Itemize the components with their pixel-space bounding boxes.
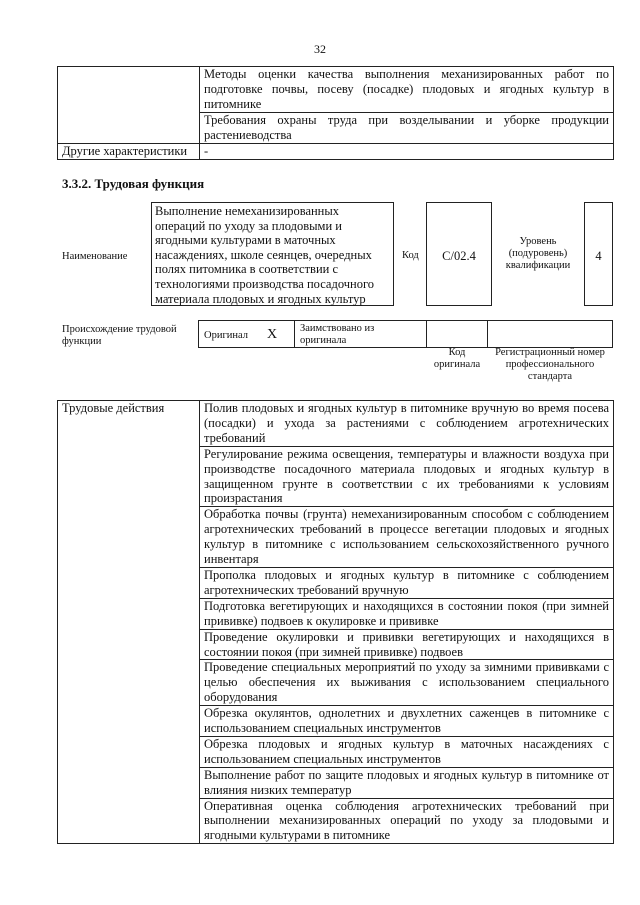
- table-row: Требования охраны труда при возделывании и уборке продукции растениеводства: [200, 113, 614, 144]
- level-label: Уровень (подуровень) квалификации: [505, 236, 571, 271]
- table-row: Методы оценки качества выполнения механизированных работ по подготовке почвы, посеву (посадке) плодовых и ягодных культур в питомнике: [200, 67, 614, 113]
- original-label: Оригинал: [204, 330, 248, 341]
- code-box: [426, 202, 492, 306]
- level-value: 4: [595, 249, 602, 263]
- origin-label: Происхождение трудовой функции: [62, 324, 177, 347]
- labor-action-item: Полив плодовых и ягодных культур в питомнике вручную во время посева (посадки) и ухода за растениями с соблюдением агротехнических требований: [200, 401, 614, 447]
- labor-action-item: Регулирование режима освещения, температуры и влажности воздуха при производстве посадочного материала плодовых и ягодных культур в защищенном грунте в соответствии с их требованиями к условиям произрастания: [200, 446, 614, 507]
- origin-borrowed-box: [294, 320, 427, 348]
- reg-number-caption: Регистрационный номер профессионального стандарта: [495, 347, 605, 382]
- top-characteristics-table: [57, 66, 614, 160]
- page-number: 32: [314, 42, 326, 56]
- labor-action-item: Оперативная оценка соблюдения агротехнических требований при выполнении механизированных операций по уходу за плодовыми и ягодными культурами в питомнике: [200, 798, 614, 844]
- function-name-box: [151, 202, 394, 306]
- original-mark: X: [267, 327, 278, 342]
- labor-action-item: Прополка плодовых и ягодных культур в питомнике с соблюдением агротехнических требований вручную: [200, 567, 614, 598]
- labor-action-item: Проведение окулировки и прививки вегетирующих и находящихся в состоянии покоя (при зимней прививке) подвоев: [200, 629, 614, 660]
- origin-original-box: [198, 320, 295, 348]
- labor-actions-label: Трудовые действия: [58, 401, 200, 844]
- other-characteristics-value: -: [200, 144, 614, 160]
- labor-action-item: Обрезка окулянтов, однолетних и двухлетних саженцев в питомнике с использованием специальных инструментов: [200, 706, 614, 737]
- name-label: Наименование: [62, 251, 128, 262]
- origin-reg-box: [487, 320, 613, 348]
- labor-actions-table: [57, 400, 614, 844]
- labor-action-item: Подготовка вегетирующих и находящихся в состоянии покоя (при зимней прививке) подвоев к окулировке и прививке: [200, 598, 614, 629]
- borrowed-label: Заимствовано из оригинала: [300, 323, 375, 346]
- labor-action-item: Обрезка плодовых и ягодных культур в маточных насаждениях с использованием специальных инструментов: [200, 736, 614, 767]
- labor-action-item: Выполнение работ по защите плодовых и ягодных культур в питомнике от влияния низких температур: [200, 767, 614, 798]
- code-label: Код: [402, 250, 419, 261]
- code-value: C/02.4: [442, 249, 476, 263]
- labor-action-item: Обработка почвы (грунта) немеханизированным способом с соблюдением агротехнических требований в процессе вегетации плодовых и ягодных культур в питомнике с использованием сельскохозяйственного ручного инвентаря: [200, 507, 614, 568]
- section-title: 3.3.2. Трудовая функция: [62, 176, 205, 191]
- level-box: [584, 202, 613, 306]
- code-original-caption: Код оригинала: [433, 347, 481, 370]
- labor-action-item: Проведение специальных мероприятий по уходу за зимними прививками с целью обеспечения их выживания с использованием специального оборудования: [200, 660, 614, 706]
- origin-code-box: [426, 320, 488, 348]
- empty-label-cell: [58, 67, 200, 144]
- other-characteristics-label: Другие характеристики: [58, 144, 200, 160]
- function-name: Выполнение немеханизированных операций по уходу за плодовыми и ягодными культурами в маточных насаждениях, школе сеянцев, очередных полях питомника в соответствии с технологиями производства посадочного материала плодовых и ягодных культур: [155, 204, 375, 306]
